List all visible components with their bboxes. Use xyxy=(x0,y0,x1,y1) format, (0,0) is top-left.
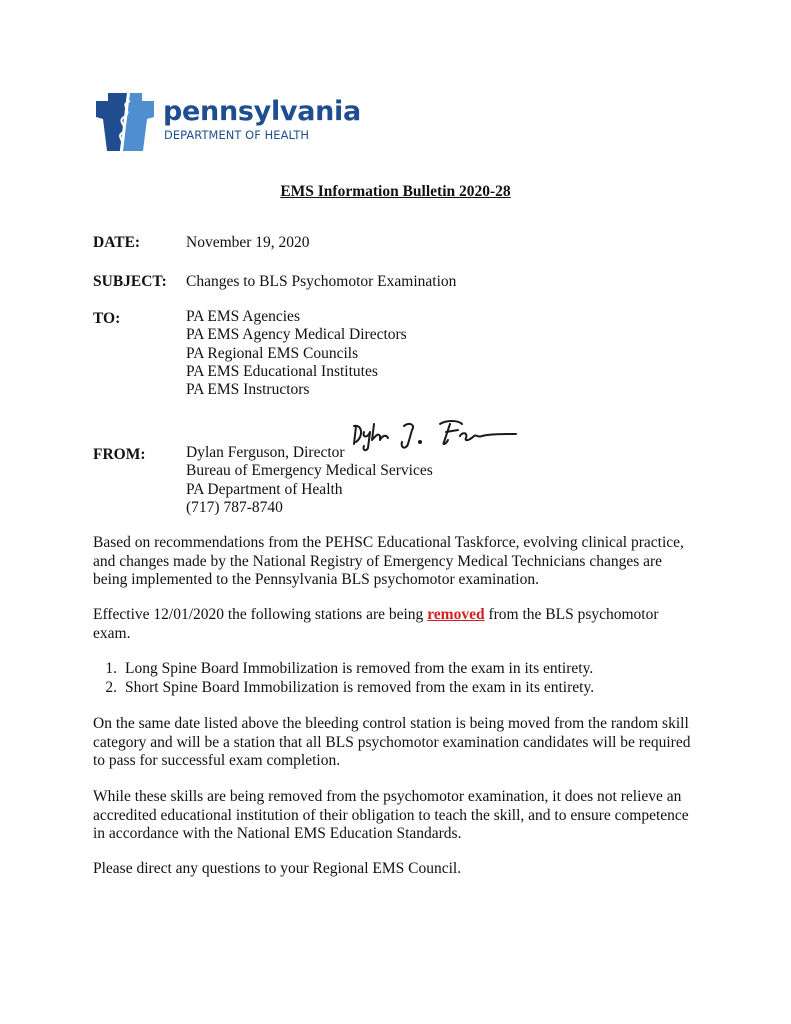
removed-stations-list xyxy=(93,660,594,697)
effective-paragraph xyxy=(93,606,703,643)
list-item xyxy=(93,660,594,679)
to-label: TO: xyxy=(93,310,121,327)
effective-text: Effective 12/01/2020 the following stations are being xyxy=(93,606,428,623)
paragraph-line: accredited educational institution of their obligation to teach the skill, and to ensure competence xyxy=(93,806,689,824)
subject-value: Changes to BLS Psychomotor Examination xyxy=(186,273,457,290)
recipient: PA EMS Educational Institutes xyxy=(186,362,378,380)
paragraph-line xyxy=(93,606,703,625)
paragraph-line: Please direct any questions to your Regional EMS Council. xyxy=(93,860,462,877)
removed-emphasis: removed xyxy=(427,606,485,623)
sender-bureau: Bureau of Emergency Medical Services xyxy=(186,462,433,480)
sender-name: Dylan Ferguson, Director xyxy=(186,444,345,461)
recipient: PA EMS Instructors xyxy=(186,381,310,399)
sender-phone: (717) 787-8740 xyxy=(186,498,283,516)
subject-label: SUBJECT: xyxy=(93,273,167,290)
bleeding-control-paragraph xyxy=(93,715,703,771)
paragraph-line: exam. xyxy=(93,624,131,642)
paragraph-line: On the same date listed above the bleeding control station is being moved from the random skill xyxy=(93,715,689,732)
paragraph-line: to pass for successful exam completion. xyxy=(93,752,341,770)
paragraph-line: and changes made by the National Registry of Emergency Medical Technicians changes are xyxy=(93,552,663,570)
paragraph-line: category and will be a station that all BLS psychomotor examination candidates will be required xyxy=(93,733,691,751)
recipient: PA Regional EMS Councils xyxy=(186,344,359,362)
pa-health-logo xyxy=(94,91,361,153)
list-number: 1. xyxy=(105,660,117,677)
sender-department: PA Department of Health xyxy=(186,480,343,498)
recipient: PA EMS Agencies xyxy=(186,308,300,325)
paragraph-line: being implemented to the Pennsylvania BLS psychomotor examination. xyxy=(93,571,539,589)
paragraph-line: Based on recommendations from the PEHSC Educational Taskforce, evolving clinical practice, xyxy=(93,534,684,551)
list-item xyxy=(93,679,594,698)
paragraph-line: in accordance with the National EMS Education Standards. xyxy=(93,825,462,843)
questions-paragraph xyxy=(93,860,703,879)
keystone-caduceus-icon xyxy=(94,91,156,153)
bulletin-title: EMS Information Bulletin 2020-28 xyxy=(280,183,511,200)
from-label: FROM: xyxy=(93,446,146,463)
list-number: 2. xyxy=(105,678,117,696)
to-recipients xyxy=(186,308,407,399)
effective-text-end: from the BLS psychomotor xyxy=(484,606,659,623)
list-text: Long Spine Board Immobilization is removed from the exam in its entirety. xyxy=(125,660,594,677)
obligation-paragraph xyxy=(93,788,703,844)
logo-subtitle: DEPARTMENT OF HEALTH xyxy=(164,128,310,142)
logo-wordmark: pennsylvania xyxy=(163,96,361,127)
date-label: DATE: xyxy=(93,234,141,251)
intro-paragraph xyxy=(93,534,703,590)
date-value: November 19, 2020 xyxy=(186,234,310,251)
recipient: PA EMS Agency Medical Directors xyxy=(186,326,407,344)
paragraph-line: While these skills are being removed from the psychomotor examination, it does not relieve an xyxy=(93,788,682,805)
from-sender xyxy=(186,444,433,517)
director-signature xyxy=(350,418,520,454)
list-text: Short Spine Board Immobilization is removed from the exam in its entirety. xyxy=(125,678,595,696)
